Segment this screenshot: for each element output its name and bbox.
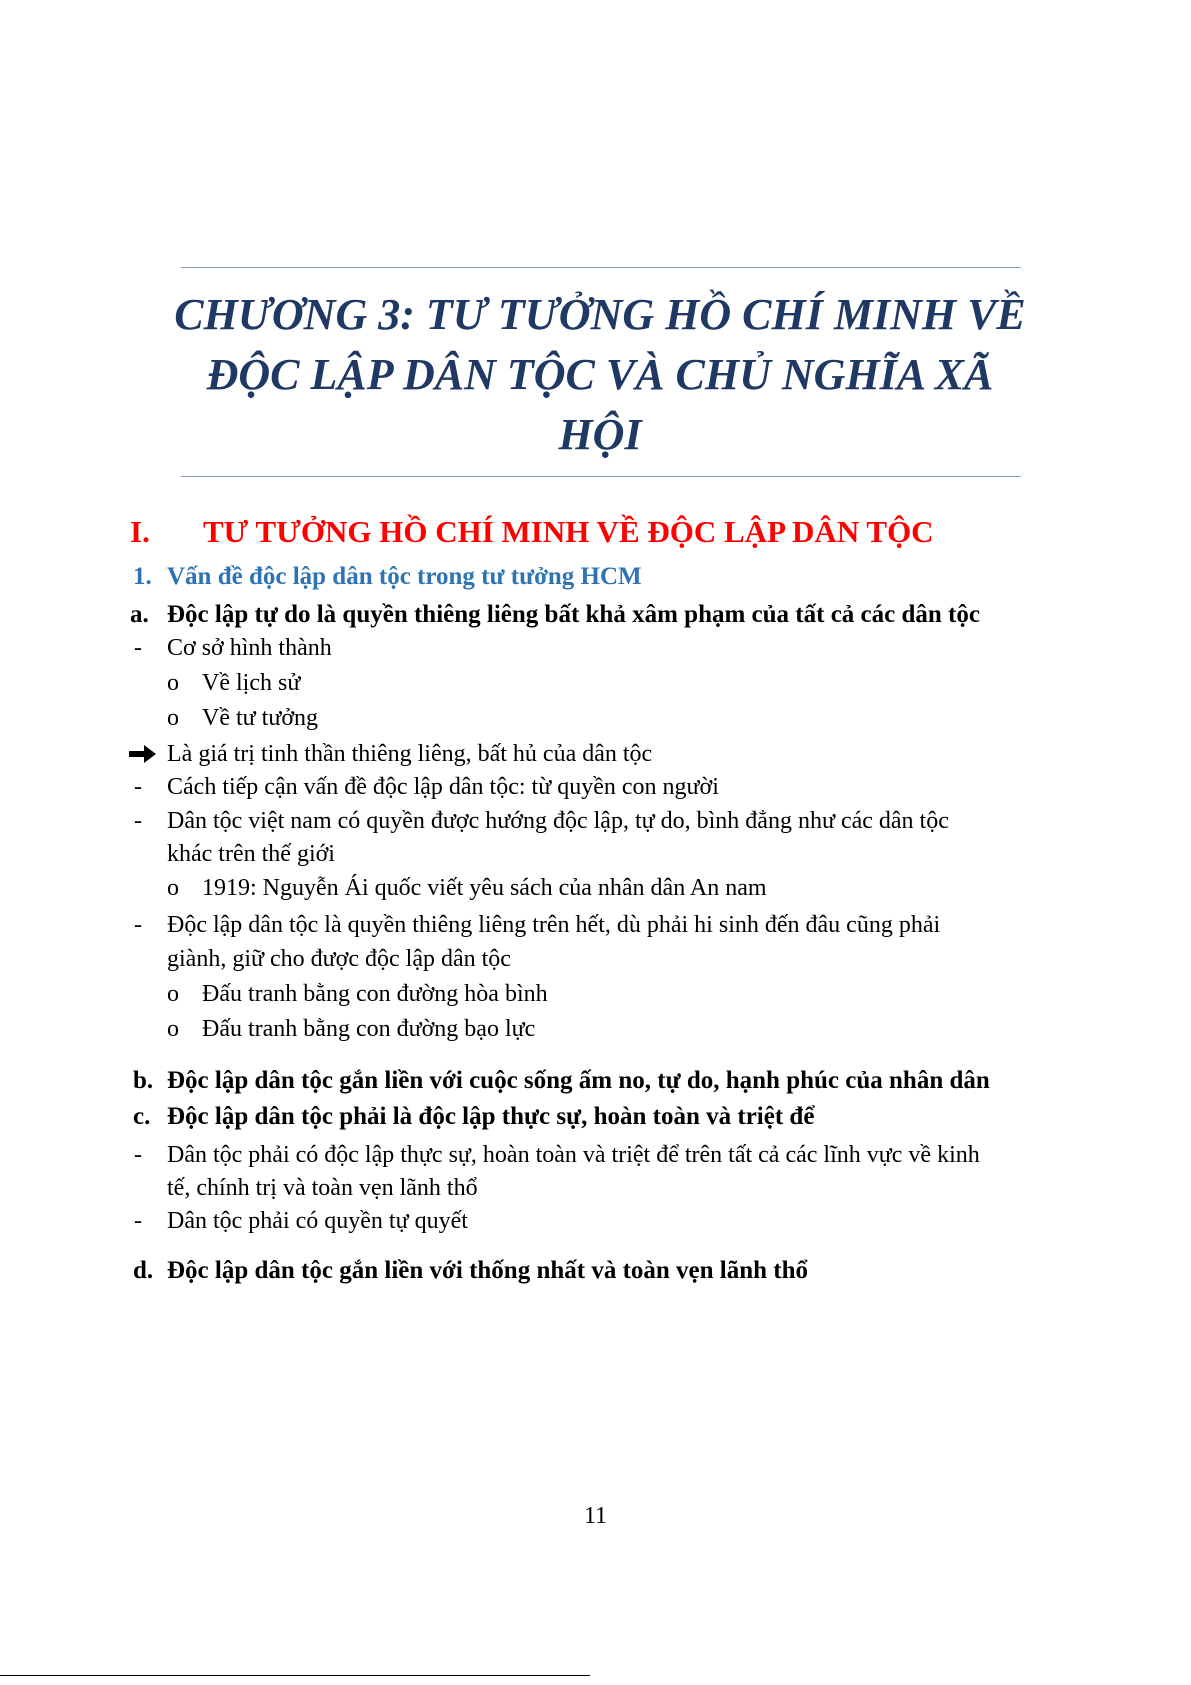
dash-bullet: - [134, 635, 142, 661]
title-bottom-rule [181, 476, 1021, 477]
circle-bullet: o [167, 875, 179, 901]
circle-bullet: o [167, 670, 179, 696]
list-item: Về tư tưởng [202, 705, 319, 731]
list-item: Độc lập dân tộc là quyền thiêng liêng trên hết, dù phải hi sinh đến đâu cũng phải [167, 912, 941, 938]
list-item: 1919: Nguyễn Ái quốc viết yêu sách của nhân dân An nam [202, 875, 767, 901]
arrow-right-icon [128, 744, 158, 764]
circle-bullet: o [167, 981, 179, 1007]
list-item-continuation: khác trên thế giới [167, 841, 335, 867]
list-item-continuation: tế, chính trị và toàn vẹn lãnh thổ [167, 1175, 478, 1201]
section-title: TƯ TƯỞNG HỒ CHÍ MINH VỀ ĐỘC LẬP DÂN TỘC [203, 514, 934, 549]
sub-c-marker: c. [133, 1103, 151, 1130]
dash-bullet: - [134, 1208, 142, 1234]
chapter-title: CHƯƠNG 3: TƯ TƯỞNG HỒ CHÍ MINH VỀ ĐỘC LẬP DÂN TỘC VÀ CHỦ NGHĨA XÃ HỘI [174, 290, 1026, 459]
list-item: Đấu tranh bằng con đường bạo lực [202, 1016, 536, 1042]
title-top-rule [181, 267, 1021, 268]
list-item: Cơ sở hình thành [167, 635, 332, 661]
dash-bullet: - [134, 808, 142, 834]
list-item: Dân tộc phải có quyền tự quyết [167, 1208, 468, 1234]
sub-b-title: Độc lập dân tộc gắn liền với cuộc sống ấm no, tự do, hạnh phúc của nhân dân [167, 1067, 990, 1094]
sub-d-title: Độc lập dân tộc gắn liền với thống nhất và toàn vẹn lãnh thổ [167, 1257, 809, 1284]
dash-bullet: - [134, 774, 142, 800]
page-number: 11 [583, 1503, 608, 1529]
circle-bullet: o [167, 705, 179, 731]
section-marker: I. [130, 514, 150, 549]
list-item: Dân tộc việt nam có quyền được hướng độc lập, tự do, bình đẳng như các dân tộc [167, 808, 949, 834]
list-item: Dân tộc phải có độc lập thực sự, hoàn toàn và triệt để trên tất cả các lĩnh vực về kinh [167, 1142, 980, 1168]
sub-c-title: Độc lập dân tộc phải là độc lập thực sự, hoàn toàn và triệt để [167, 1103, 815, 1130]
dash-bullet: - [134, 912, 142, 938]
list-item: Về lịch sử [202, 670, 301, 696]
list-item: Cách tiếp cận vấn đề độc lập dân tộc: từ quyền con người [167, 774, 719, 800]
list-item-continuation: giành, giữ cho được độc lập dân tộc [167, 946, 511, 972]
heading-1-marker: 1. [133, 563, 152, 590]
sub-b-marker: b. [133, 1067, 154, 1094]
dash-bullet: - [134, 1142, 142, 1168]
circle-bullet: o [167, 1016, 179, 1042]
heading-1-title: Vấn đề độc lập dân tộc trong tư tưởng HCM [167, 563, 642, 590]
sub-a-marker: a. [130, 601, 149, 628]
conclusion-text: Là giá trị tinh thần thiêng liêng, bất hủ của dân tộc [167, 741, 653, 767]
list-item: Đấu tranh bằng con đường hòa bình [202, 981, 548, 1007]
sub-d-marker: d. [133, 1257, 154, 1284]
footer-rule [0, 1675, 590, 1676]
sub-a-title: Độc lập tự do là quyền thiêng liêng bất khả xâm phạm của tất cả các dân tộc [167, 601, 980, 628]
